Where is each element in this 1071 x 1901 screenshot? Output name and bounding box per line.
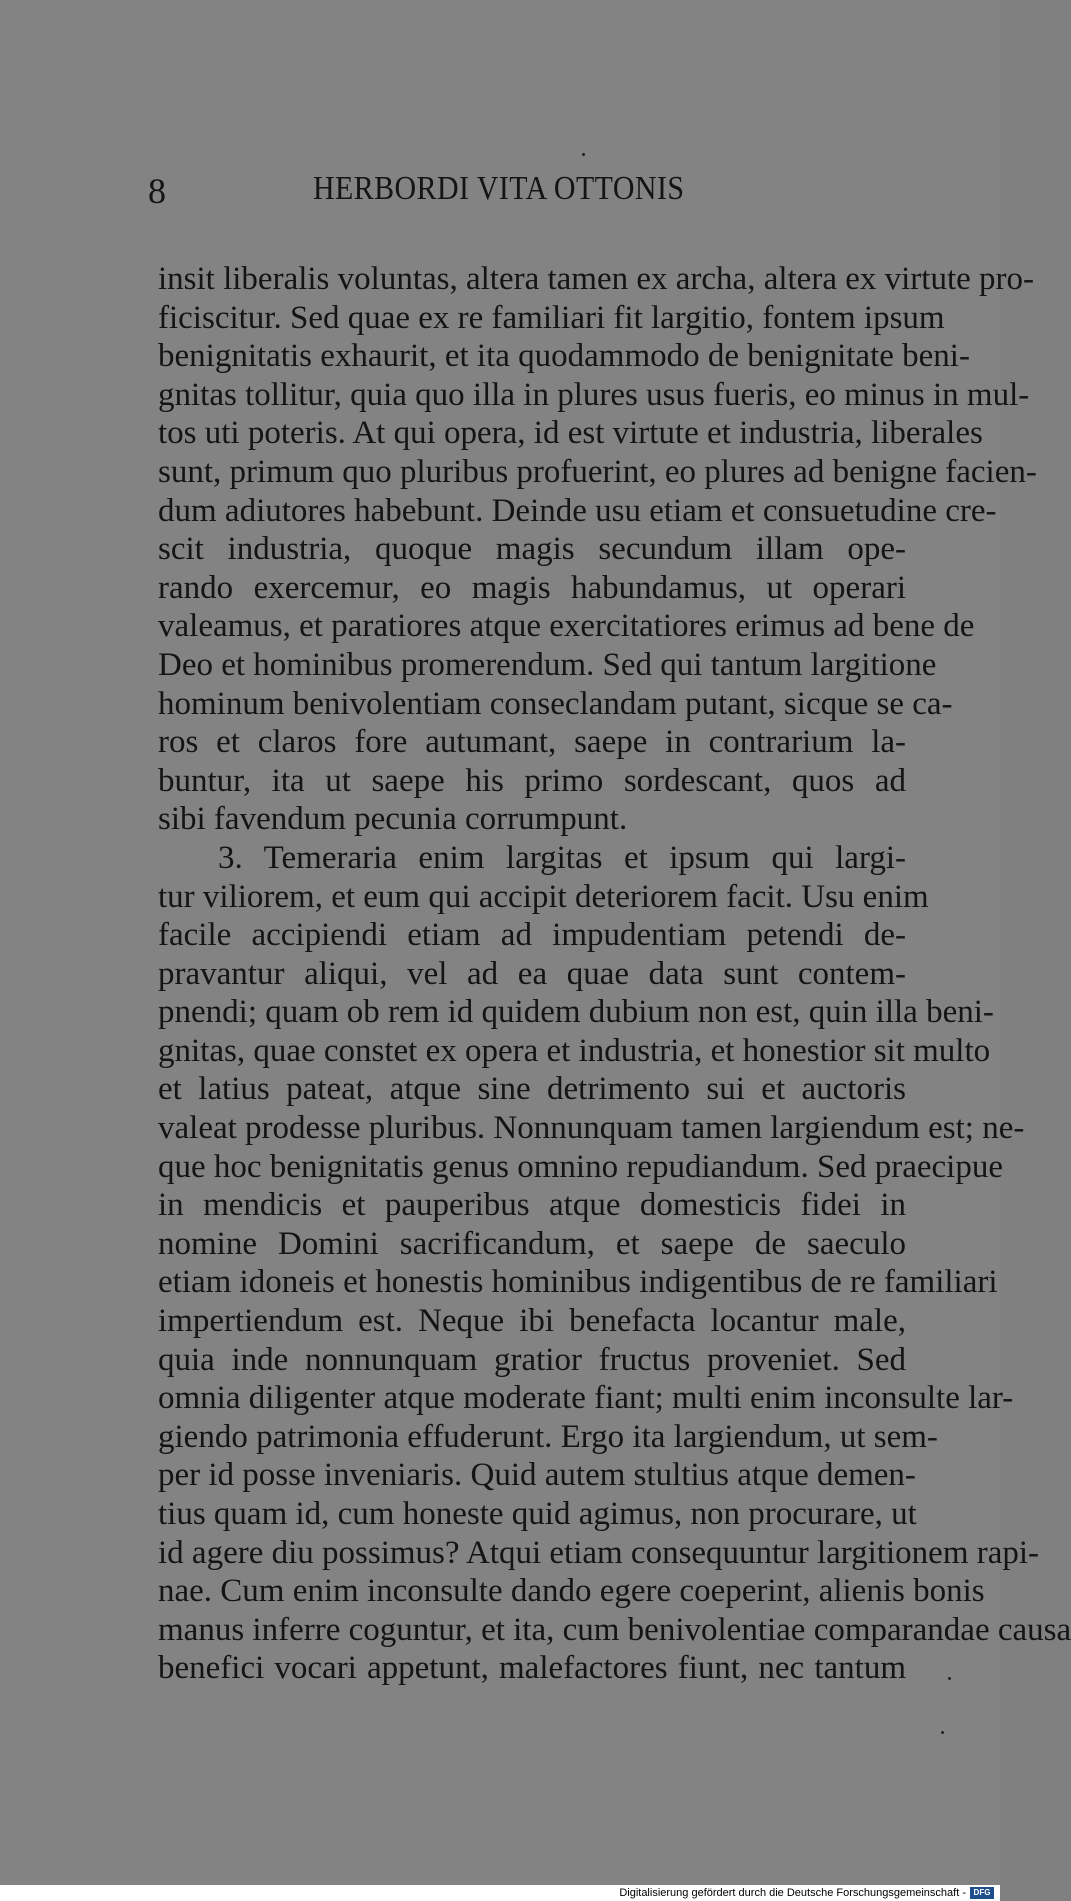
- scan-speck: [948, 1677, 951, 1680]
- text-line: tius quam id, cum honeste quid agimus, non procurare, ut: [158, 1496, 917, 1532]
- text-line: per id posse inveniaris. Quid autem stultius atque demen-: [158, 1457, 916, 1494]
- text-line: buntur, ita ut saepe his primo sordescant, quos ad: [158, 762, 906, 799]
- text-line: Deo et hominibus promerendum. Sed qui tantum largitione: [158, 646, 937, 683]
- text-line: manus inferre coguntur, et ita, cum benivolentiae comparandae causa: [158, 1611, 1071, 1648]
- text-line: facile accipiendi etiam ad impudentiam petendi de-: [158, 917, 906, 954]
- text-line: quia inde nonnunquam gratior fructus proveniet. Sed: [158, 1341, 906, 1378]
- text-line: omnia diligenter atque moderate fiant; multi enim inconsulte lar-: [158, 1380, 1014, 1417]
- text-line: id agere diu possimus? Atqui etiam consequuntur largitionem rapi-: [158, 1534, 1040, 1571]
- text-line: nae. Cum enim inconsulte dando egere coeperint, alienis bonis: [158, 1573, 985, 1610]
- text-line: sibi favendum pecunia corrumpunt.: [158, 801, 628, 838]
- text-line: valeamus, et paratiores atque exercitatiores erimus ad bene de: [158, 608, 975, 645]
- text-line: giendo patrimonia effuderunt. Ergo ita largiendum, ut sem-: [158, 1418, 938, 1455]
- scan-speck: [582, 153, 585, 156]
- text-line: benefici vocari appetunt, malefactores fiunt, nec tantum: [158, 1650, 906, 1687]
- body-text: [158, 260, 1071, 1688]
- text-line: ros et claros fore autumant, saepe in contrarium la-: [158, 724, 906, 761]
- page-header: [148, 170, 888, 220]
- text-line: in mendicis et pauperibus atque domesticis fidei in: [158, 1187, 906, 1224]
- text-line: ficiscitur. Sed quae ex re familiari fit largitio, fontem ipsum: [158, 299, 945, 336]
- text-line: tur viliorem, et eum qui accipit deteriorem facit. Usu enim: [158, 878, 929, 915]
- text-line: que hoc benignitatis genus omnino repudiandum. Sed praecipue: [158, 1148, 1003, 1185]
- scan-speck: [941, 1731, 944, 1734]
- text-line: impertiendum est. Neque ibi benefacta locantur male,: [158, 1303, 906, 1340]
- text-line: sunt, primum quo pluribus profuerint, eo plures ad benigne facien-: [158, 453, 1037, 490]
- running-title: HERBORDI VITA OTTONIS: [313, 170, 685, 207]
- text-line: hominum benivolentiam conseclandam putant, sicque se ca-: [158, 685, 953, 722]
- text-line: pravantur aliqui, vel ad ea quae data sunt contem-: [158, 955, 906, 992]
- text-line: gnitas tollitur, quia quo illa in plures usus fueris, eo minus in mul-: [158, 376, 1030, 413]
- section-start-line: 3. Temeraria enim largitas et ipsum qui largi-: [218, 839, 906, 876]
- text-line: dum adiutores habebunt. Deinde usu etiam et consuetudine cre-: [158, 492, 997, 529]
- text-line: benignitatis exhaurit, et ita quodammodo de benignitate beni-: [158, 338, 970, 375]
- digitization-credit: Digitalisierung gefördert durch die Deutsche Forschungsgemeinschaft -: [619, 1887, 966, 1899]
- text-line: et latius pateat, atque sine detrimento sui et auctoris: [158, 1071, 906, 1108]
- text-line: tos uti poteris. At qui opera, id est virtute et industria, liberales: [158, 415, 983, 452]
- text-line: pnendi; quam ob rem id quidem dubium non est, quin illa beni-: [158, 994, 994, 1031]
- text-line: valeat prodesse pluribus. Nonnunquam tamen largiendum est; ne-: [158, 1110, 1025, 1147]
- text-line: insit liberalis voluntas, altera tamen ex archa, altera ex virtute pro-: [158, 261, 1034, 297]
- page-number: 8: [148, 171, 166, 211]
- text-line: etiam idoneis et honestis hominibus indigentibus de re familiari: [158, 1264, 998, 1301]
- dfg-logo: DFG: [970, 1887, 994, 1899]
- text-line: gnitas, quae constet ex opera et industria, et honestior sit multo: [158, 1032, 991, 1069]
- text-line: nomine Domini sacrificandum, et saepe de saeculo: [158, 1225, 906, 1262]
- text-line: rando exercemur, eo magis habundamus, ut operari: [158, 569, 906, 606]
- text-line: scit industria, quoque magis secundum illam ope-: [158, 531, 906, 568]
